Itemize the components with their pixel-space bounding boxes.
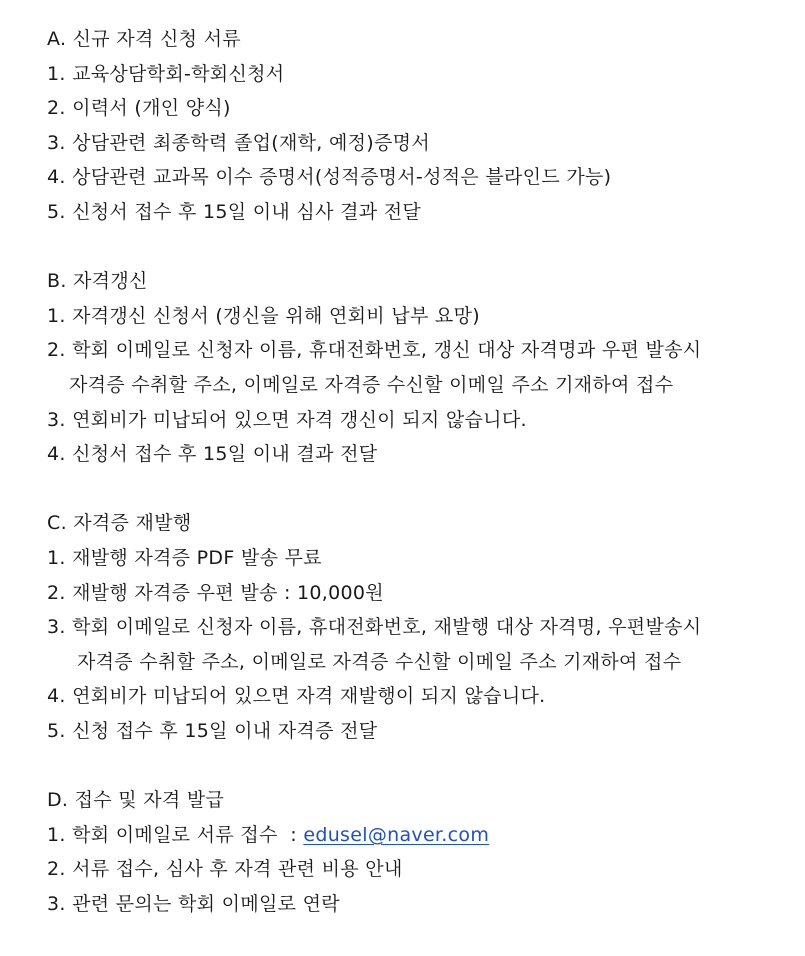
list-item: [47, 818, 805, 853]
list-item: 3. 연회비가 미납되어 있으면 자격 갱신이 되지 않습니다.: [47, 408, 527, 431]
section-title: C. 자격증 재발행: [47, 512, 192, 535]
list-item: 3. 학회 이메일로 신청자 이름, 휴대전화번호, 재발행 대상 자격명, 우편발송시: [47, 616, 702, 639]
list-item: 1. 자격갱신 신청서 (갱신을 위해 연회비 납부 요망): [47, 304, 480, 327]
section-title: B. 자격갱신: [47, 270, 148, 293]
list-item: 2. 이력서 (개인 양식): [47, 97, 231, 120]
list-item-continuation: 자격증 수취할 주소, 이메일로 자격증 수신할 이메일 주소 기재하여 접수: [69, 373, 674, 396]
list-item: 2. 학회 이메일로 신청자 이름, 휴대전화번호, 갱신 대상 자격명과 우편 발송시: [47, 339, 702, 362]
section-submission: [47, 783, 805, 921]
list-item: 4. 상담관련 교과목 이수 증명서(성적증명서-성적은 블라인드 가능): [47, 166, 612, 189]
list-item: 1. 교육상담학회-학회신청서: [47, 62, 285, 85]
list-item: 5. 신청 접수 후 15일 이내 자격증 전달: [47, 719, 378, 742]
list-item: 2. 재발행 자격증 우편 발송 : 10,000원: [47, 581, 384, 604]
section-title: D. 접수 및 자격 발급: [47, 789, 225, 812]
list-item: 4. 연회비가 미납되어 있으면 자격 재발행이 되지 않습니다.: [47, 685, 546, 708]
section-new-certification: [47, 22, 805, 230]
section-title: A. 신규 자격 신청 서류: [47, 28, 241, 50]
list-item: 5. 신청서 접수 후 15일 이내 심사 결과 전달: [47, 200, 422, 223]
list-item-continuation: 자격증 수취할 주소, 이메일로 자격증 수신할 이메일 주소 기재하여 접수: [77, 650, 682, 673]
list-item: 4. 신청서 접수 후 15일 이내 결과 전달: [47, 443, 378, 466]
section-renewal: [47, 264, 805, 472]
list-item: 3. 관련 문의는 학회 이메일로 연락: [47, 892, 340, 915]
section-reissue: [47, 506, 805, 748]
list-item: 1. 재발행 자격증 PDF 발송 무료: [47, 546, 322, 569]
list-item: 2. 서류 접수, 심사 후 자격 관련 비용 안내: [47, 858, 403, 881]
list-item: 3. 상담관련 최종학력 졸업(재학, 예정)증명서: [47, 131, 430, 154]
email-submission-label: 1. 학회 이메일로 서류 접수 :: [47, 823, 304, 846]
email-link[interactable]: edusel@naver.com: [303, 823, 490, 846]
